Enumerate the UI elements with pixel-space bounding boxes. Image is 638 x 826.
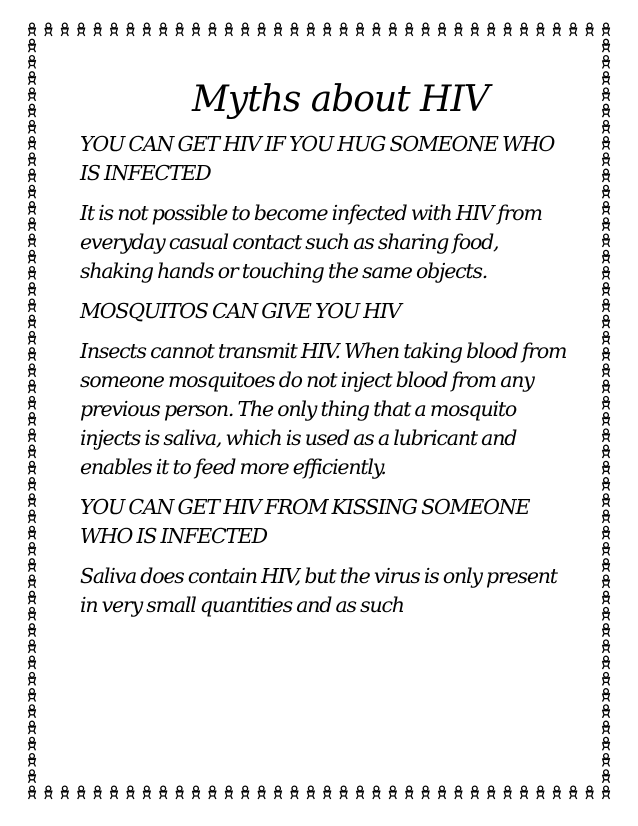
ribbon-figure-icon (455, 786, 462, 799)
ribbon-figure-icon (29, 673, 36, 686)
ribbon-figure-icon (111, 786, 118, 799)
ribbon-figure-icon (29, 185, 36, 198)
ribbon-figure-icon (603, 721, 610, 734)
ribbon-figure-icon (422, 786, 429, 799)
ribbon-figure-icon (603, 104, 610, 117)
ribbon-figure-icon (603, 121, 610, 134)
ribbon-figure-icon (603, 705, 610, 718)
ribbon-figure-icon (29, 250, 36, 263)
ribbon-figure-icon (603, 754, 610, 767)
ribbon-figure-icon (603, 624, 610, 637)
ribbon-figure-icon (422, 23, 429, 36)
ribbon-figure-icon (603, 250, 610, 263)
ribbon-figure-icon (291, 23, 298, 36)
page-title: Myths about HIV (192, 79, 489, 120)
ribbon-figure-icon (603, 656, 610, 669)
ribbon-figure-icon (29, 786, 36, 799)
ribbon-figure-icon (29, 624, 36, 637)
myth-heading-kissing: YOU CAN GET HIV FROM KISSING SOMEONE WHO IS INFECTED (80, 495, 530, 548)
ribbon-figure-icon (29, 23, 36, 36)
ribbon-figure-icon (406, 23, 413, 36)
ribbon-figure-icon (209, 23, 216, 36)
ribbon-figure-icon (29, 656, 36, 669)
ribbon-figure-icon (603, 413, 610, 426)
document-body (80, 76, 570, 631)
ribbon-figure-icon (29, 267, 36, 280)
ribbon-figure-icon (340, 23, 347, 36)
ribbon-figure-icon (553, 23, 560, 36)
ribbon-figure-icon (29, 721, 36, 734)
ribbon-figure-icon (373, 786, 380, 799)
ribbon-figure-icon (29, 332, 36, 345)
ribbon-figure-icon (603, 348, 610, 361)
ribbon-figure-icon (78, 23, 85, 36)
ribbon-figure-icon (603, 88, 610, 101)
ribbon-figure-icon (111, 23, 118, 36)
ribbon-figure-icon (29, 218, 36, 231)
ribbon-figure-icon (29, 478, 36, 491)
ribbon-figure-icon (29, 169, 36, 182)
ribbon-figure-icon (357, 786, 364, 799)
ribbon-figure-icon (603, 461, 610, 474)
ribbon-figure-icon (143, 23, 150, 36)
ribbon-figure-icon (225, 786, 232, 799)
ribbon-figure-icon (29, 202, 36, 215)
ribbon-figure-icon (29, 153, 36, 166)
ribbon-figure-icon (29, 705, 36, 718)
ribbon-figure-icon (603, 445, 610, 458)
ribbon-figure-icon (61, 23, 68, 36)
ribbon-figure-icon (603, 673, 610, 686)
ribbon-figure-icon (29, 510, 36, 523)
ribbon-figure-icon (29, 56, 36, 69)
ribbon-figure-icon (603, 429, 610, 442)
myth-section-hug (80, 130, 570, 286)
ribbon-figure-icon (127, 23, 134, 36)
ribbon-figure-icon (603, 575, 610, 588)
ribbon-figure-icon (29, 754, 36, 767)
ribbon-figure-icon (29, 559, 36, 572)
ribbon-figure-icon (439, 786, 446, 799)
ribbon-figure-icon (603, 786, 610, 799)
ribbon-figure-icon (291, 786, 298, 799)
ribbon-figure-icon (275, 23, 282, 36)
ribbon-figure-icon (242, 786, 249, 799)
ribbon-figure-icon (603, 543, 610, 556)
ribbon-figure-icon (29, 640, 36, 653)
ribbon-figure-icon (29, 283, 36, 296)
ribbon-figure-icon (455, 23, 462, 36)
ribbon-figure-icon (603, 202, 610, 215)
ribbon-figure-icon (603, 478, 610, 491)
ribbon-figure-icon (373, 23, 380, 36)
ribbon-figure-icon (94, 23, 101, 36)
ribbon-figure-icon (29, 234, 36, 247)
ribbon-figure-icon (29, 737, 36, 750)
ribbon-figure-icon (29, 413, 36, 426)
ribbon-figure-icon (603, 494, 610, 507)
ribbon-figure-icon (389, 786, 396, 799)
ribbon-figure-icon (603, 218, 610, 231)
ribbon-figure-icon (29, 689, 36, 702)
ribbon-figure-icon (160, 23, 167, 36)
ribbon-figure-icon (603, 737, 610, 750)
ribbon-figure-icon (78, 786, 85, 799)
ribbon-figure-icon (553, 786, 560, 799)
ribbon-figure-icon (603, 332, 610, 345)
myth-explanation-hug: It is not possible to become infected with HIV from everyday casual contact such as sharing food, shaking hands or touching the same objects. (80, 201, 542, 283)
ribbon-figure-icon (603, 185, 610, 198)
ribbon-figure-icon (29, 770, 36, 783)
ribbon-figure-icon (45, 23, 52, 36)
ribbon-figure-icon (603, 770, 610, 783)
ribbon-figure-icon (29, 137, 36, 150)
ribbon-figure-icon (603, 591, 610, 604)
myth-explanation-kissing: Saliva does contain HIV, but the virus is only present in very small quantities and as such (80, 564, 557, 617)
ribbon-figure-icon (340, 786, 347, 799)
myth-heading-mosquito: MOSQUITOS CAN GIVE YOU HIV (80, 299, 401, 323)
myth-explanation-mosquito: Insects cannot transmit HIV. When taking blood from someone mosquitoes do not inject blood from any previous person. The only thing that a mosquito injects is saliva, which is used as a lubricant and enables it to feed more efficiently. (80, 339, 567, 479)
ribbon-figure-icon (603, 608, 610, 621)
ribbon-figure-icon (389, 23, 396, 36)
ribbon-figure-icon (603, 283, 610, 296)
ribbon-figure-icon (160, 786, 167, 799)
ribbon-figure-icon (242, 23, 249, 36)
ribbon-figure-icon (29, 608, 36, 621)
ribbon-figure-icon (603, 39, 610, 52)
ribbon-figure-icon (143, 786, 150, 799)
ribbon-figure-icon (504, 786, 511, 799)
ribbon-figure-icon (176, 786, 183, 799)
ribbon-figure-icon (603, 526, 610, 539)
ribbon-figure-icon (29, 39, 36, 52)
ribbon-figure-icon (29, 397, 36, 410)
ribbon-figure-icon (45, 786, 52, 799)
ribbon-figure-icon (537, 786, 544, 799)
ribbon-figure-icon (307, 786, 314, 799)
ribbon-figure-icon (537, 23, 544, 36)
ribbon-figure-icon (603, 72, 610, 85)
ribbon-figure-icon (29, 72, 36, 85)
ribbon-figure-icon (603, 397, 610, 410)
ribbon-figure-icon (357, 23, 364, 36)
ribbon-figure-icon (193, 23, 200, 36)
ribbon-figure-icon (29, 494, 36, 507)
ribbon-figure-icon (603, 267, 610, 280)
ribbon-figure-icon (471, 23, 478, 36)
ribbon-figure-icon (127, 786, 134, 799)
ribbon-figure-icon (586, 23, 593, 36)
ribbon-figure-icon (29, 575, 36, 588)
ribbon-figure-icon (176, 23, 183, 36)
ribbon-figure-icon (603, 23, 610, 36)
ribbon-figure-icon (603, 510, 610, 523)
ribbon-figure-icon (225, 23, 232, 36)
ribbon-figure-icon (603, 689, 610, 702)
ribbon-figure-icon (570, 786, 577, 799)
ribbon-figure-icon (29, 364, 36, 377)
ribbon-figure-icon (209, 786, 216, 799)
ribbon-figure-icon (29, 88, 36, 101)
ribbon-figure-icon (193, 786, 200, 799)
ribbon-figure-icon (488, 23, 495, 36)
ribbon-figure-icon (603, 640, 610, 653)
ribbon-figure-icon (29, 315, 36, 328)
ribbon-figure-icon (324, 23, 331, 36)
ribbon-figure-icon (439, 23, 446, 36)
ribbon-figure-icon (29, 526, 36, 539)
ribbon-figure-icon (406, 786, 413, 799)
ribbon-figure-icon (504, 23, 511, 36)
ribbon-figure-icon (307, 23, 314, 36)
ribbon-figure-icon (603, 234, 610, 247)
myth-section-kissing (80, 493, 570, 620)
ribbon-figure-icon (521, 23, 528, 36)
myth-section-mosquito (80, 297, 570, 482)
ribbon-figure-icon (29, 121, 36, 134)
ribbon-figure-icon (29, 429, 36, 442)
ribbon-figure-icon (29, 543, 36, 556)
ribbon-figure-icon (586, 786, 593, 799)
ribbon-figure-icon (61, 786, 68, 799)
ribbon-figure-icon (603, 153, 610, 166)
ribbon-figure-icon (603, 299, 610, 312)
ribbon-figure-icon (603, 56, 610, 69)
ribbon-figure-icon (603, 559, 610, 572)
ribbon-figure-icon (471, 786, 478, 799)
ribbon-figure-icon (570, 23, 577, 36)
ribbon-figure-icon (258, 786, 265, 799)
ribbon-figure-icon (603, 137, 610, 150)
myth-heading-hug: YOU CAN GET HIV IF YOU HUG SOMEONE WHO IS INFECTED (80, 132, 555, 185)
ribbon-figure-icon (603, 380, 610, 393)
ribbon-figure-icon (29, 461, 36, 474)
ribbon-figure-icon (488, 786, 495, 799)
ribbon-figure-icon (258, 23, 265, 36)
ribbon-figure-icon (29, 348, 36, 361)
ribbon-figure-icon (521, 786, 528, 799)
ribbon-figure-icon (29, 591, 36, 604)
ribbon-figure-icon (275, 786, 282, 799)
ribbon-figure-icon (29, 299, 36, 312)
ribbon-figure-icon (29, 445, 36, 458)
ribbon-figure-icon (29, 380, 36, 393)
ribbon-figure-icon (324, 786, 331, 799)
ribbon-figure-icon (94, 786, 101, 799)
ribbon-figure-icon (603, 364, 610, 377)
ribbon-figure-icon (29, 104, 36, 117)
ribbon-figure-icon (603, 169, 610, 182)
ribbon-figure-icon (603, 315, 610, 328)
